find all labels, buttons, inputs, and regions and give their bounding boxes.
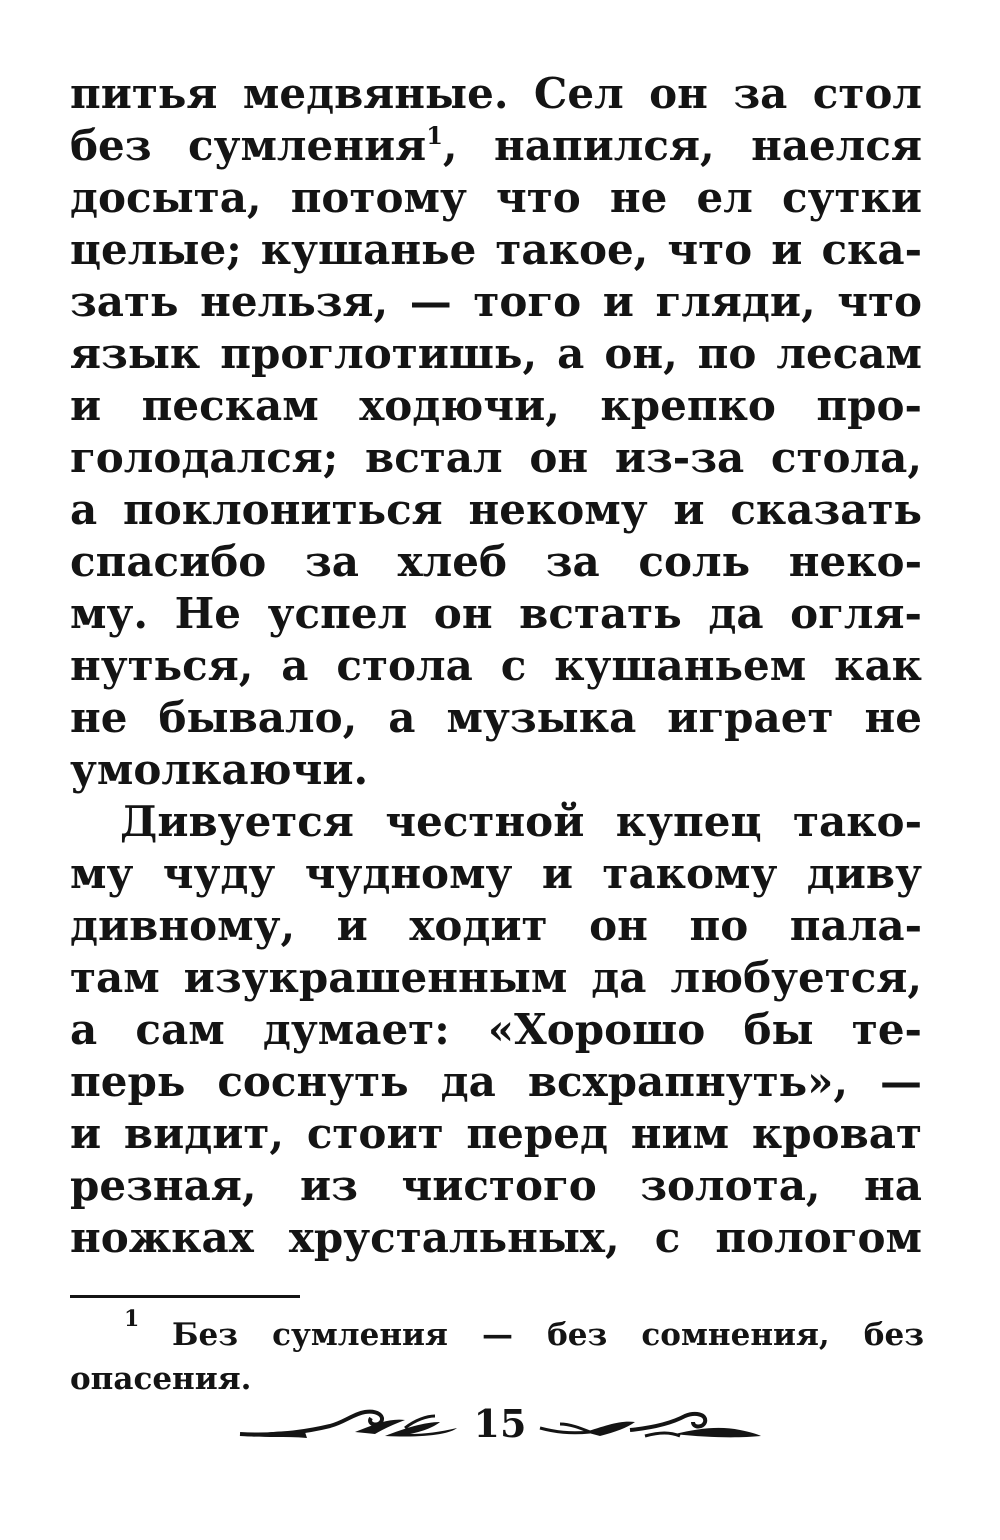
- text-line: [70, 120, 922, 172]
- footnote-marker: 1: [124, 1306, 140, 1332]
- text-line: и видит, стоит перед ним кроват: [70, 1109, 922, 1158]
- text-line: досыта, потому что не ел сутки: [70, 173, 922, 222]
- footnote-text: Без сумления — без сомнения, без: [172, 1317, 924, 1353]
- text-line: му. Не успел он встать да огля-: [70, 589, 922, 638]
- text-line: целые; кушанье такое, что и ска-: [70, 225, 922, 274]
- text-line: язык проглотишь, а он, по лесам: [70, 329, 922, 378]
- left-flourish-icon: [235, 1402, 470, 1446]
- paragraph-first-line: Дивуется честной купец тако-: [120, 797, 922, 846]
- text-line: и пескам ходючи, крепко про-: [70, 381, 922, 430]
- footnote-reference: 1: [426, 121, 443, 150]
- page-number: 15: [473, 1401, 527, 1446]
- text-line: му чуду чудному и такому диву: [70, 849, 922, 898]
- text-line: а поклониться некому и сказать: [70, 485, 922, 534]
- text-line: ножках хрустальных, с пологом: [70, 1213, 922, 1262]
- text-line: умолкаючи.: [70, 745, 369, 794]
- text-line: не бывало, а музыка играет не: [70, 693, 922, 742]
- text-fragment: , напился, наелся: [442, 121, 922, 170]
- text-line: нуться, а стола с кушаньем как: [70, 641, 922, 690]
- text-line: питья медвяные. Сел он за стол: [70, 69, 922, 118]
- text-line: а сам думает: «Хорошо бы те-: [70, 1005, 922, 1054]
- text-line: зать нельзя, — того и гляди, что: [70, 277, 922, 326]
- text-fragment: без сумления: [70, 121, 427, 170]
- text-line: перь соснуть да всхрапнуть», —: [70, 1057, 922, 1106]
- footnote-divider: [70, 1295, 300, 1298]
- text-line: резная, из чистого золота, на: [70, 1161, 922, 1210]
- footnote-text-continuation: опасения.: [70, 1361, 252, 1397]
- text-line: спасибо за хлеб за соль неко-: [70, 537, 922, 586]
- text-line: голодался; встал он из-за стола,: [70, 433, 922, 482]
- text-line: дивному, и ходит он по пала-: [70, 901, 922, 950]
- right-flourish-icon: [535, 1402, 765, 1446]
- text-line: там изукрашенным да любуется,: [70, 953, 922, 1002]
